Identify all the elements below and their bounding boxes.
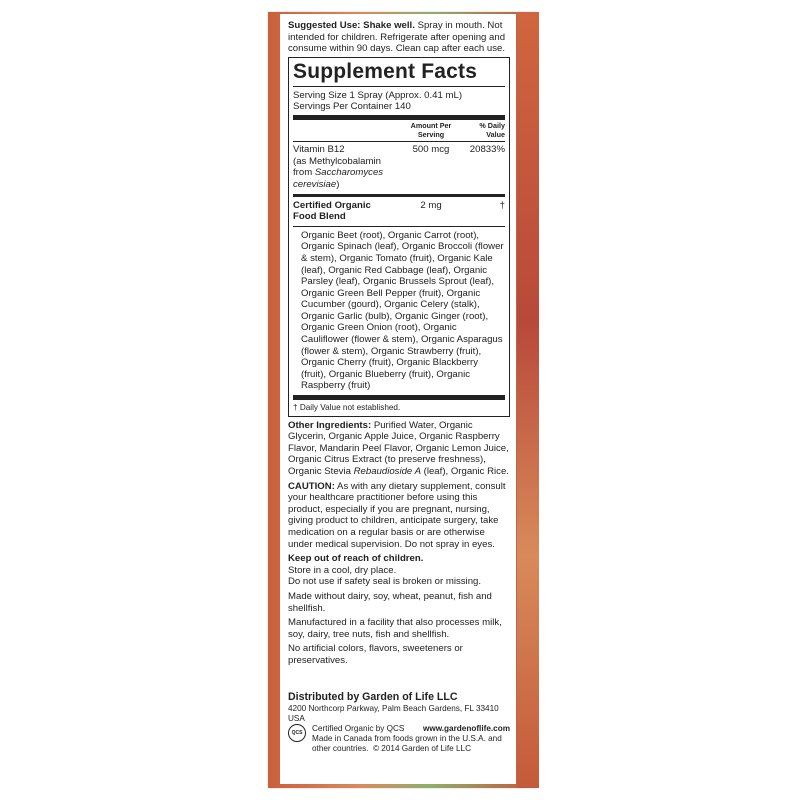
servings-per-container: Servings Per Container 140 [293,101,505,120]
suggested-use [288,20,510,55]
suggested-use-text: Spray in mouth. Not intended for children. Refrigerate after opening and consume within 90 days. Clean cap after each use. [288,20,506,55]
amount-per-serving-header: Amount Per Serving [410,120,452,139]
facts-header-row [293,120,505,142]
food-blend-dv: † [499,199,505,211]
daily-value-footnote: † Daily Value not established. [293,403,401,413]
other-ingredients: Other Ingredients: Purified Water, Organic Glycerin, Organic Apple Juice, Organic Raspberry Flavor, Mandarin Peel Flavor, Organic Lemon Juice, Organic Citrus Extract (to preserve freshness), Organic Stevia Rebaudioside A (leaf), Organic Rice. [288,419,509,477]
distributor-block [288,691,510,754]
food-blend-name-line2: Food Blend [293,211,346,223]
vitamin-b12-row [293,142,505,196]
vitamin-b12-amount: 500 mcg [412,144,450,156]
vitamin-b12-dv: 20833% [469,144,505,156]
food-blend-name-line1: Certified Organic [293,199,371,211]
supplement-facts-title: Supplement Facts [293,60,505,87]
distributor-title: Distributed by Garden of Life LLC [288,690,458,703]
keep-out-of-reach: Keep out of reach of children. [288,553,424,565]
food-blend-ingredients: Organic Beet (root), Organic Carrot (root), Organic Spinach (leaf), Organic Broccoli (flower & stem), Organic Tomato (fruit), Organic Kale (leaf), Organic Red Cabbage (leaf), Organic Parsley (leaf), Organic Brussels Sprout (leaf), Organic Green Bell Pepper (fruit), Organic Cucumber (gourd), Organic Celery (stalk), Organic Garlic (bulb), Organic Ginger (root), Organic Green Onion (root), Organic Cauliflower (flower & stem), Organic Asparagus (flower & stem), Organic Strawberry (fruit), Organic Cherry (fruit), Organic Blackberry (fruit), Organic Blueberry (fruit), Organic Raspberry (fruit) [293,227,505,400]
suggested-use-label: Suggested Use: Shake well. [288,20,415,31]
caution: CAUTION: As with any dietary supplement, consult your healthcare practitioner before using this product, especially if you are pregnant, nursing, giving product to children, anticipate surgery, take medication on a regular basis or are otherwise under medical supervision. Do not spray in eyes. [288,480,506,550]
website-text: www.gardenoflife.com [422,723,510,733]
made-in-text: Made in Canada from foods grown in the U.S.A. and other countries. © 2014 Garden of Life LLC [312,733,502,753]
supplement-facts-panel [288,57,510,417]
copyright-text: © 2014 Garden of Life LLC [373,743,471,753]
serving-size: Serving Size 1 Spray (Approx. 0.41 mL) [293,89,463,101]
food-blend-row [293,197,505,227]
certified-organic-text: Certified Organic by QCS [312,723,405,733]
vitamin-b12-name: Vitamin B12 [293,144,345,156]
box-side-panel [517,12,539,788]
product-label [280,14,516,784]
daily-value-header: % Daily Value [479,120,505,139]
vitamin-b12-source-line1: (as Methylcobalamin [293,155,381,167]
storage-text: Store in a cool, dry place. [288,564,397,576]
safety-seal-text: Do not use if safety seal is broken or missing. [288,576,482,588]
vitamin-b12-source-line2: from Saccharomyces cerevisiae) [293,167,384,190]
qcs-logo-icon: QCS [288,724,306,742]
distributor-address: 4200 Northcorp Parkway, Palm Beach Gardens, FL 33410 USA [288,703,499,723]
facility-text: Manufactured in a facility that also processes milk, soy, dairy, tree nuts, fish and shellfish. [288,617,502,640]
no-artificial-text: No artificial colors, flavors, sweeteners or preservatives. [288,643,463,666]
made-without-text: Made without dairy, soy, wheat, peanut, fish and shellfish. [288,590,492,614]
food-blend-amount: 2 mg [420,199,442,211]
